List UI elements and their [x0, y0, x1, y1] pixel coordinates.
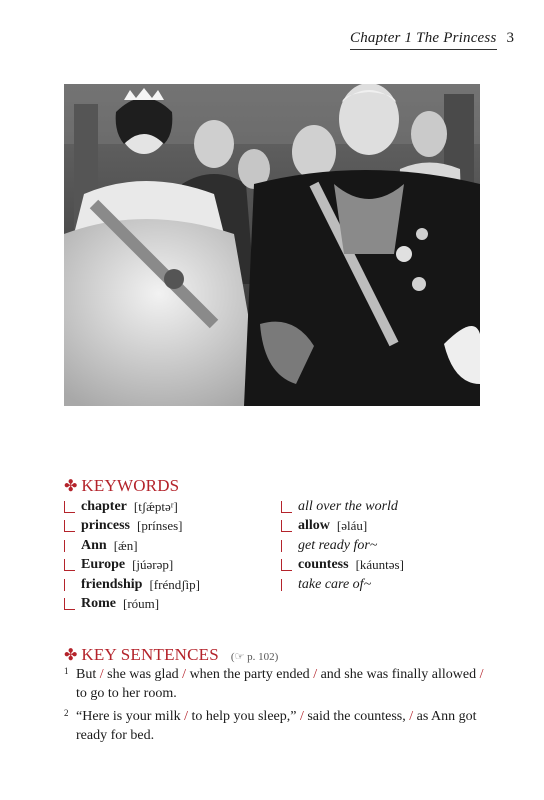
keyword-item	[64, 556, 200, 576]
phrase-slash: /	[182, 667, 187, 682]
sentence-segment: said the countess,	[303, 709, 410, 724]
keyword-word: chapter	[81, 498, 127, 514]
sentence-segment: when the party ended	[186, 667, 314, 682]
keyword-word: Europe	[81, 557, 126, 573]
keyword-item	[281, 536, 404, 556]
keyword-word: countess	[298, 557, 349, 573]
bracket-mark-icon	[281, 579, 292, 591]
chapter-title: Chapter 1 The Princess	[350, 30, 496, 50]
phrase-slash: /	[184, 709, 188, 724]
bracket-mark-icon	[281, 501, 292, 513]
keywords-heading	[64, 476, 179, 496]
keyword-item	[64, 575, 200, 595]
sentence-number: 1	[64, 666, 69, 676]
bracket-mark-icon	[64, 540, 75, 552]
keyword-pronunciation: [káuntəs]	[355, 557, 404, 573]
bracket-mark-icon	[281, 559, 292, 571]
keyword-item	[64, 517, 200, 537]
bracket-mark-icon	[64, 598, 75, 610]
sentence-segment: she was glad	[103, 667, 183, 682]
cross-ornament-icon: ✤	[64, 478, 78, 495]
phrase-slash: /	[313, 667, 318, 682]
chapter-photo	[64, 84, 480, 406]
keyword-pronunciation: [júərəp]	[132, 557, 174, 573]
bracket-mark-icon	[64, 579, 75, 591]
keyword-item	[281, 575, 404, 595]
keyword-word: get ready for~	[298, 537, 378, 553]
bracket-mark-icon	[64, 501, 75, 513]
keyword-pronunciation: [prínses]	[137, 518, 183, 534]
key-sentences-title: KEY SENTENCES	[81, 645, 219, 664]
sentence-segment: “Here is your milk	[76, 709, 185, 724]
keyword-pronunciation: [róum]	[123, 596, 160, 612]
sentence-segment: But	[76, 667, 100, 682]
keyword-pronunciation: [tʃǽptəʳ]	[133, 498, 178, 514]
key-sentences-heading	[64, 645, 278, 665]
keyword-word: take care of~	[298, 576, 372, 592]
keyword-word: friendship	[81, 576, 143, 592]
sentence-segment: to help you sleep,”	[187, 709, 300, 724]
keywords-title: KEYWORDS	[81, 476, 180, 495]
phrase-slash: /	[409, 709, 414, 724]
running-head	[350, 30, 514, 50]
bracket-mark-icon	[281, 520, 292, 532]
keywords-right-column	[281, 497, 404, 595]
key-sentence	[64, 707, 484, 745]
bracket-mark-icon	[64, 520, 75, 532]
phrase-slash: /	[99, 667, 104, 682]
page-number: 3	[506, 30, 514, 46]
sentence-number: 2	[64, 708, 69, 718]
keyword-item	[281, 497, 404, 517]
keyword-word: Rome	[81, 596, 116, 612]
keyword-word: Ann	[81, 537, 107, 553]
cross-ornament-icon: ✤	[64, 647, 78, 664]
bracket-mark-icon	[64, 559, 75, 571]
keyword-item	[64, 595, 200, 615]
keywords-left-column	[64, 497, 200, 614]
sentence-segment: as Ann got ready for bed.	[76, 709, 477, 743]
photo-image	[64, 84, 480, 406]
keyword-item	[281, 517, 404, 537]
keyword-word: all over the world	[298, 498, 398, 514]
keyword-item	[64, 497, 200, 517]
keyword-word: allow	[298, 518, 330, 534]
keyword-item	[64, 536, 200, 556]
page-reference: (☞ p. 102)	[230, 651, 279, 663]
sentence-segment: and she was finally allowed	[317, 667, 480, 682]
key-sentences-list	[64, 665, 484, 749]
key-sentence	[64, 665, 484, 703]
keyword-item	[281, 556, 404, 576]
bracket-mark-icon	[281, 540, 292, 552]
phrase-slash: /	[299, 709, 304, 724]
keyword-pronunciation: [əláu]	[336, 518, 368, 534]
sentence-segment: to go to her room.	[76, 686, 177, 701]
keyword-pronunciation: [fréndʃìp]	[149, 576, 200, 592]
keyword-pronunciation: [ǽn]	[113, 537, 138, 553]
phrase-slash: /	[479, 667, 484, 682]
keyword-word: princess	[81, 518, 130, 534]
